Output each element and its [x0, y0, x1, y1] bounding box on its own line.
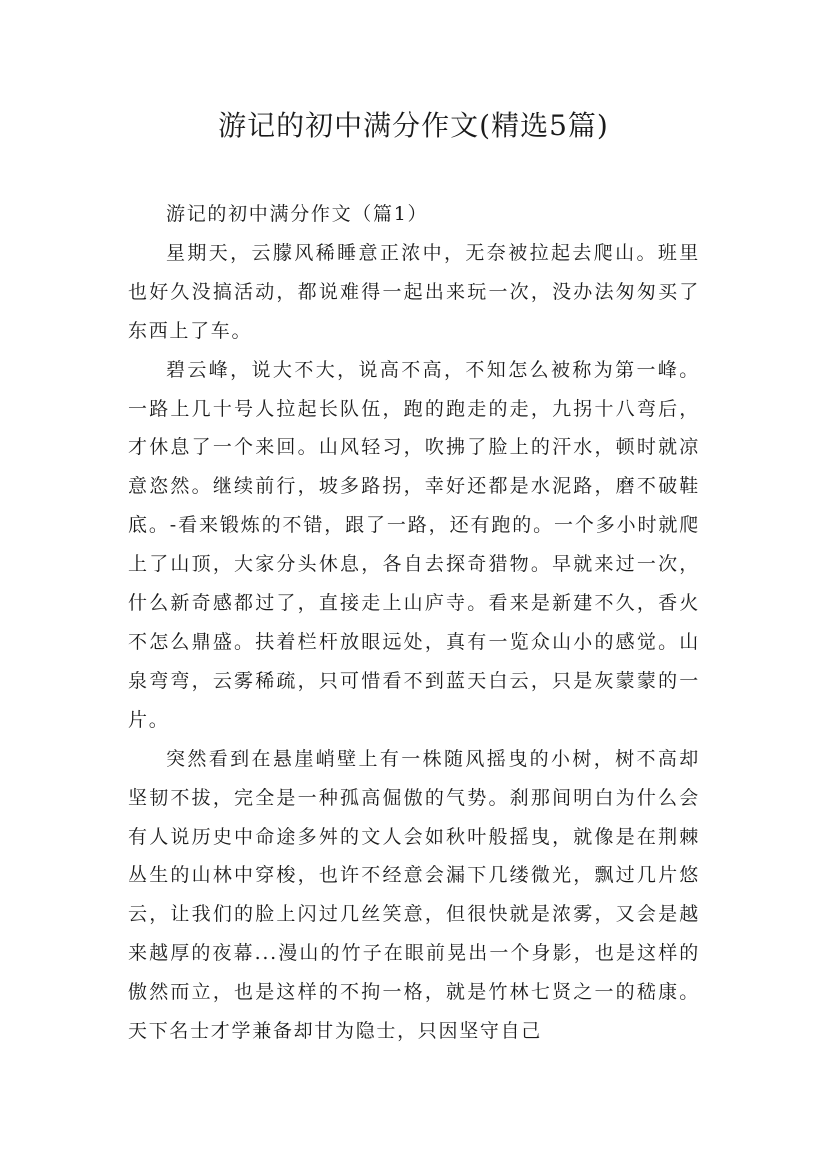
paragraph-1: 星期天，云朦风稀睡意正浓中，无奈被拉起去爬山。班里也好久没搞活动，都说难得一起出来玩一次，没办法匆匆买了东西上了车。 [128, 241, 700, 342]
document-title: 游记的初中满分作文(精选5篇) [218, 109, 609, 142]
document-body [128, 195, 700, 1051]
paragraph-3: 突然看到在悬崖峭壁上有一株随风摇曳的小树，树不高却坚韧不拔，完全是一种孤高倔傲的气势。刹那间明白为什么会有人说历史中命途多舛的文人会如秋叶般摇曳，就像是在荆棘丛生的山林中穿梭，也许不经意会漏下几缕微光，飘过几片悠云，让我们的脸上闪过几丝笑意，但很快就是浓雾，又会是越来越厚的夜幕...漫山的竹子在眼前晃出一个身影，也是这样的傲然而立，也是这样的不拘一格，就是竹林七贤之一的嵇康。天下名士才学兼备却甘为隐士，只因坚守自己 [128, 747, 700, 1043]
section-heading: 游记的初中满分作文（篇1） [166, 203, 429, 225]
paragraph-2: 碧云峰，说大不大，说高不高，不知怎么被称为第一峰。一路上几十号人拉起长队伍，跑的跑走的走，九拐十八弯后，才休息了一个来回。山风轻习，吹拂了脸上的汗水，顿时就凉意恣然。继续前行，坡多路拐，幸好还都是水泥路，磨不破鞋底。-看来锻炼的不错，跟了一路，还有跑的。一个多小时就爬上了山顶，大家分头休息，各自去探奇猎物。早就来过一次，什么新奇感都过了，直接走上山庐寺。看来是新建不久，香火不怎么鼎盛。扶着栏杆放眼远处，真有一览众山小的感觉。山泉弯弯，云雾稀疏，只可惜看不到蓝天白云，只是灰蒙蒙的一片。 [128, 358, 700, 731]
